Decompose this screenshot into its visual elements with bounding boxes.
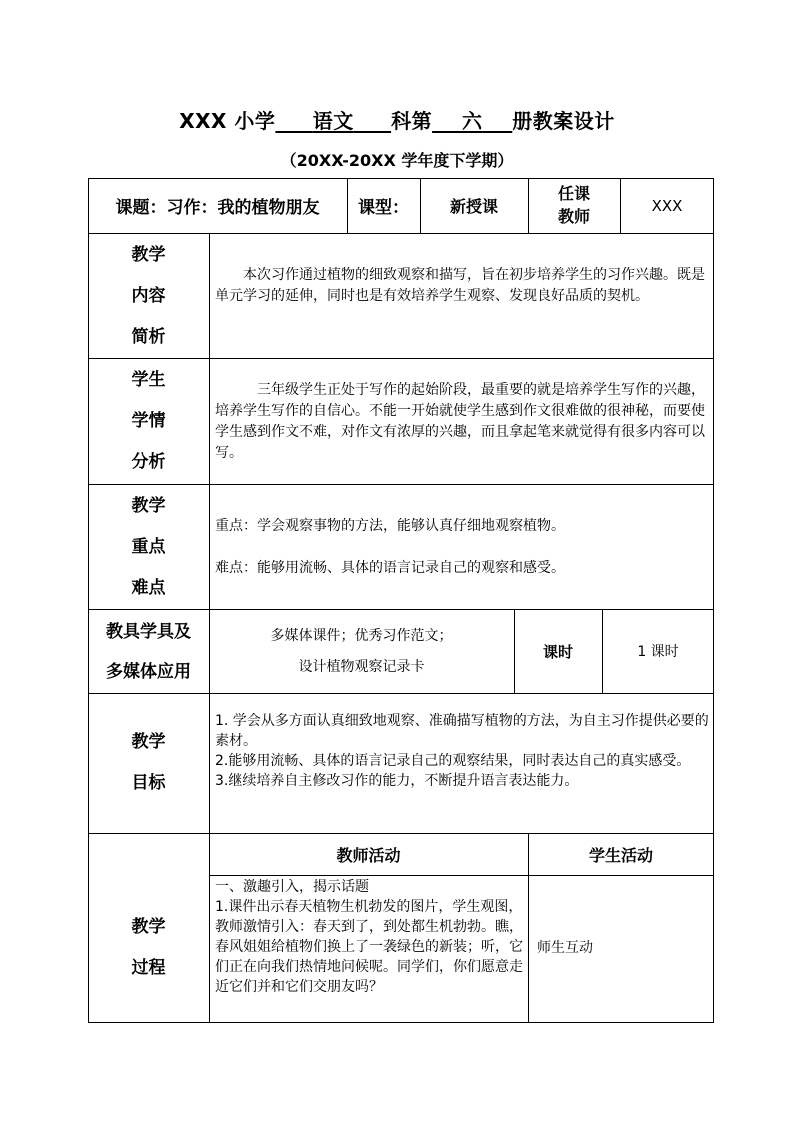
tools-content: 多媒体课件；优秀习作范文； 设计植物观察记录卡: [270, 628, 453, 675]
row-divider: [209, 875, 714, 876]
row-divider: [88, 693, 714, 694]
teacher-name: XXX: [651, 196, 683, 215]
subject-suffix: 科第: [391, 109, 433, 133]
period-label: 课时: [542, 642, 573, 661]
student-analysis-label: 学生 学情 分析: [131, 370, 166, 472]
volume-blank: 六: [461, 109, 483, 133]
period-value: 1 课时: [637, 644, 679, 660]
process-label: 教学 过程: [131, 917, 166, 978]
objective-item: 3.继续培养自主修改习作的能力，不断提升语言表达能力。: [215, 773, 579, 789]
objectives-list: [215, 711, 709, 791]
objective-item: 1. 学会从多方面认真细致地观察、准确描写植物的方法，为自主习作提供必要的素材。: [215, 713, 709, 749]
subject-blank: 语文: [312, 109, 354, 133]
student-activity-header: 学生活动: [588, 846, 653, 865]
row-divider: [88, 484, 714, 485]
document-title: [0, 105, 794, 134]
teacher-activity-text: 一、激趣引入，揭示话题 1.课件出示春天植物生机勃发的图片，学生观图，教师激情引入：春天到了，到处都生机勃勃。瞧，春风姐姐给植物们换上了一袭绿色的新装；听，它们正在向我们热情地问候呢。同学们，你们愿意走近它们并和它们交朋友吗？: [215, 879, 523, 995]
teacher-label: 任课 教师: [557, 184, 590, 226]
title-suffix: 册教案设计: [512, 109, 615, 133]
difficulty-text: 难点：能够用流畅、具体的语言记录自己的观察和感受。: [215, 560, 565, 576]
lesson-type-label: 课型：: [358, 198, 409, 218]
objectives-label: 教学 目标: [131, 732, 166, 793]
tools-label: 教具学具及 多媒体应用: [106, 622, 191, 682]
lesson-topic: 课题：习作：我的植物朋友: [115, 198, 320, 218]
objective-item: 2.能够用流畅、具体的语言记录自己的观察结果，同时表达自己的真实感受。: [215, 753, 691, 769]
key-points-label: 教学 重点 难点: [131, 496, 166, 598]
school-name: XXX 小学: [179, 109, 276, 133]
content-summary-text: 本次习作通过植物的细致观察和描写，旨在初步培养学生的习作兴趣。既是单元学习的延伸，同时也是有效培养学生观察、发现良好品质的契机。: [215, 267, 705, 304]
row-divider: [88, 233, 714, 234]
teacher-activity-header: 教师活动: [336, 846, 401, 865]
content-summary-label: 教学 内容 简析: [131, 245, 166, 347]
student-activity-text: 师生互动: [537, 940, 593, 956]
term-subtitle: （20XX-20XX 学年度下学期）: [280, 151, 514, 170]
row-divider: [88, 358, 714, 359]
key-point-text: 重点：学会观察事物的方法，能够认真仔细地观察植物。: [215, 518, 565, 534]
student-analysis-text: 三年级学生正处于写作的起始阶段，最重要的就是培养学生写作的兴趣，培养学生写作的自信心。不能一开始就使学生感到作文很难做的很神秘，而要使学生感到作文不难，对作文有浓厚的兴趣，而且拿起笔来就觉得有很多内容可以写。: [215, 382, 705, 461]
lesson-type-value: 新授课: [449, 197, 498, 216]
